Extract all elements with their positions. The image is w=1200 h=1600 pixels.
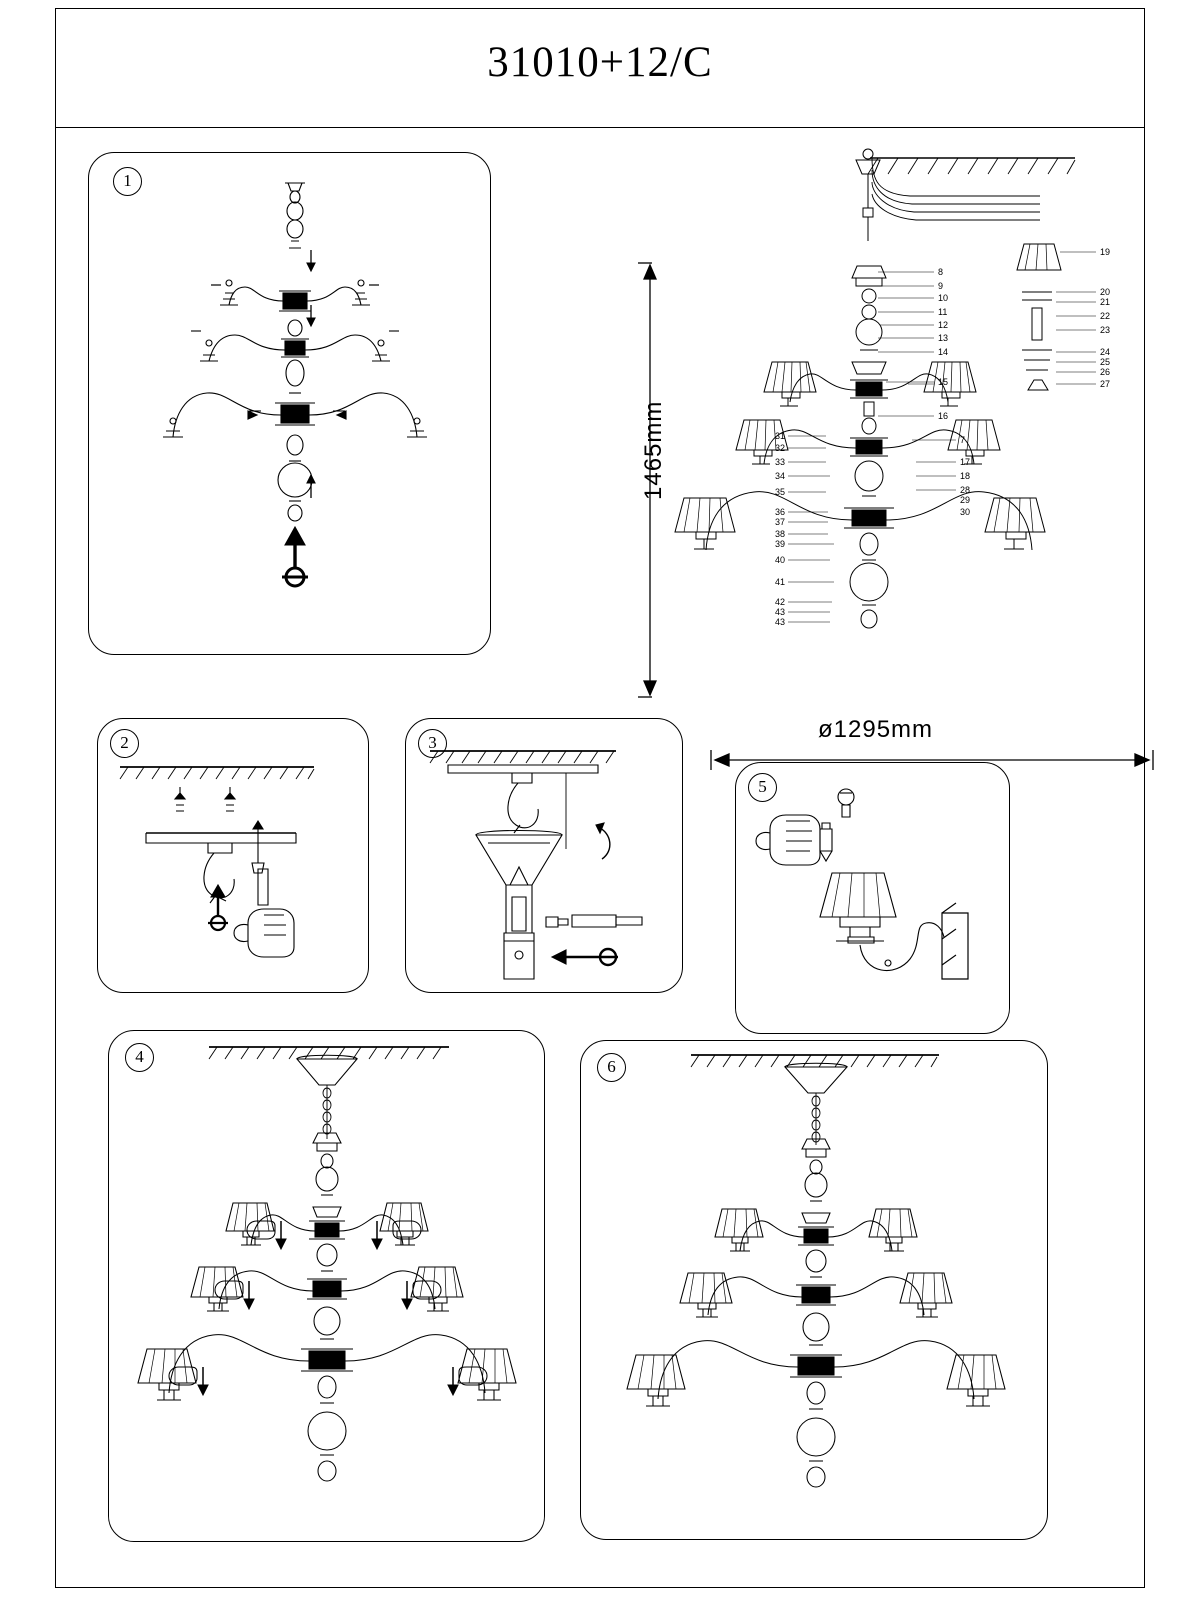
- svg-text:10: 10: [938, 293, 949, 303]
- svg-text:34: 34: [775, 471, 786, 481]
- svg-text:12: 12: [938, 320, 949, 330]
- svg-text:23: 23: [1100, 325, 1111, 335]
- svg-text:29: 29: [960, 495, 971, 505]
- svg-text:21: 21: [1100, 297, 1111, 307]
- step-6-diagram: [581, 1041, 1049, 1541]
- step-5-diagram: [736, 763, 1011, 1035]
- step-3-number-wrap: [418, 729, 447, 758]
- svg-text:33: 33: [775, 457, 786, 467]
- svg-text:9: 9: [938, 281, 944, 291]
- svg-text:35: 35: [775, 487, 786, 497]
- step-2-number-wrap: [110, 729, 139, 758]
- svg-text:41: 41: [775, 577, 786, 587]
- panel-step-6: [580, 1040, 1048, 1540]
- step-1-diagram: [89, 153, 492, 656]
- svg-text:19: 19: [1100, 247, 1111, 257]
- svg-text:27: 27: [1100, 379, 1111, 389]
- svg-text:7: 7: [960, 435, 966, 445]
- step-3-diagram: [406, 719, 684, 994]
- svg-text:38: 38: [775, 529, 786, 539]
- svg-text:13: 13: [938, 333, 949, 343]
- step-5-number-wrap: [748, 773, 777, 802]
- svg-text:16: 16: [938, 411, 949, 421]
- step-1-number-wrap: [113, 167, 142, 196]
- svg-text:22: 22: [1100, 311, 1111, 321]
- step-6-number: 6: [597, 1053, 626, 1082]
- svg-text:11: 11: [938, 307, 948, 317]
- svg-text:14: 14: [938, 347, 949, 357]
- step-3-number: 3: [418, 729, 447, 758]
- page-title: 31010+12/C: [487, 39, 713, 86]
- step-2-number: 2: [110, 729, 139, 758]
- svg-text:28: 28: [960, 485, 971, 495]
- svg-text:43: 43: [775, 607, 786, 617]
- part-number-labels: [775, 247, 1110, 627]
- svg-text:40: 40: [775, 555, 786, 565]
- svg-text:18: 18: [960, 471, 971, 481]
- svg-text:8: 8: [938, 267, 944, 277]
- svg-text:42: 42: [775, 597, 786, 607]
- panel-step-5: [735, 762, 1010, 1034]
- svg-text:25: 25: [1100, 357, 1111, 367]
- height-dimension-label: 1465mm: [640, 400, 667, 500]
- svg-text:30: 30: [960, 507, 971, 517]
- svg-text:15: 15: [938, 377, 949, 387]
- diameter-dimension-label: ø1295mm: [818, 716, 934, 743]
- step-4-number: 4: [125, 1043, 154, 1072]
- svg-text:17: 17: [960, 457, 971, 467]
- step-6-number-wrap: [597, 1053, 626, 1082]
- svg-text:26: 26: [1100, 367, 1111, 377]
- svg-text:20: 20: [1100, 287, 1111, 297]
- step-4-diagram: [109, 1031, 546, 1543]
- svg-text:39: 39: [775, 539, 786, 549]
- panel-step-2: [97, 718, 369, 993]
- svg-text:31: 31: [775, 431, 786, 441]
- panel-step-3: [405, 718, 683, 993]
- step-4-number-wrap: [125, 1043, 154, 1072]
- step-5-number: 5: [748, 773, 777, 802]
- step-1-number: 1: [113, 167, 142, 196]
- exploded-view: [620, 140, 1140, 760]
- svg-text:37: 37: [775, 517, 786, 527]
- svg-text:24: 24: [1100, 347, 1111, 357]
- panel-step-4: [108, 1030, 545, 1542]
- panel-step-1: [88, 152, 491, 655]
- svg-text:36: 36: [775, 507, 786, 517]
- step-2-diagram: [98, 719, 370, 994]
- svg-text:43: 43: [775, 617, 786, 627]
- svg-text:32: 32: [775, 443, 786, 453]
